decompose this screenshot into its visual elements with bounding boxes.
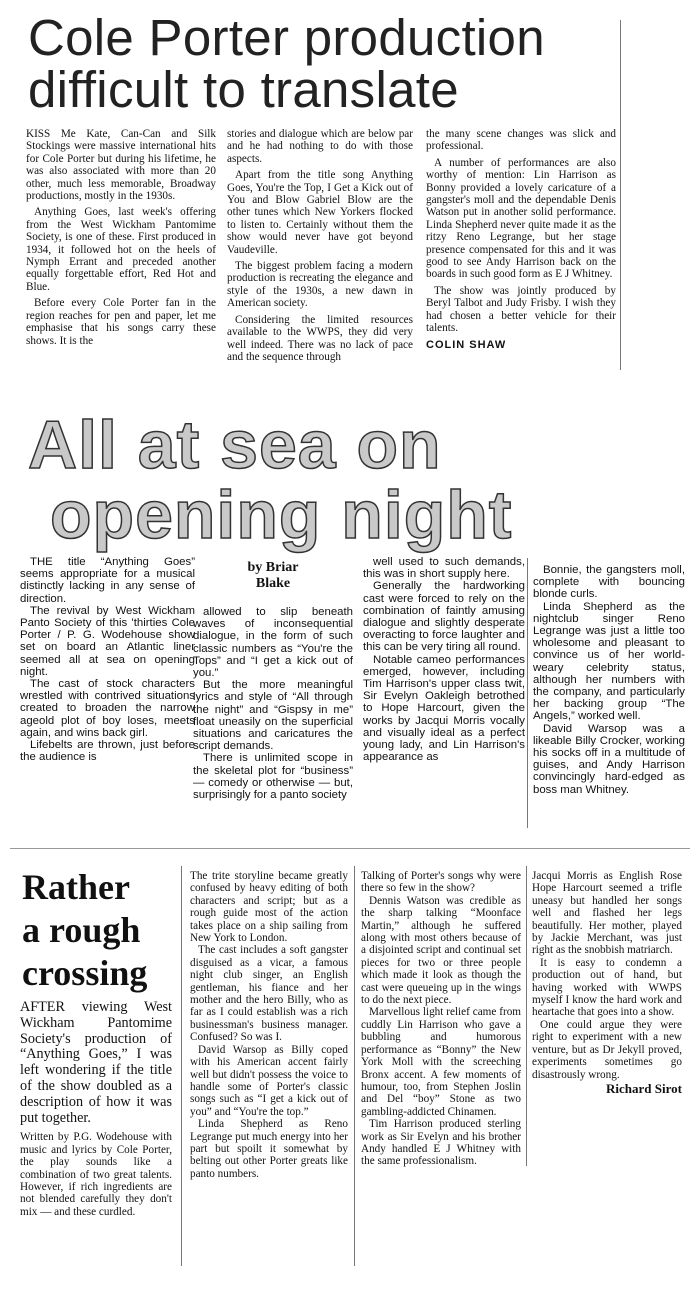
article3-byline: Richard Sirot [606, 1080, 682, 1096]
article1-byline: COLIN SHAW [426, 338, 507, 351]
article1-headline: Cole Porter production difficult to translate [28, 9, 545, 118]
article3-column-1: AFTER viewing West Wickham Pantomime Society's production of “Anything Goes,” I was left wondering if the title of the show doubled as a description of how it was put together. Written by P.G. Wodehouse with music and lyrics by Cole Porter, the play sounds like a combination of two great talents. However, if rich ingredients are not blended carefully they don't mix — and these curdled. [20, 999, 172, 1218]
article3-headline: Rather a rough crossing [22, 867, 148, 993]
article2-column-1: THE title “Anything Goes” seems appropriate for a musical distinctly lacking in any sense of direction. The revival by West Wickham Panto Society of this 'thirties Cole Porter / P. G. Wodehouse show set on board an Atlantic liner seemed all at sea on opening night. The cast of stock characters wrestled with contrived situations created to broaden the narrow ageold plot of boy loses, meets again, and wins back girl. Lifebelts are thrown, just before the audience is [20, 556, 195, 764]
section-divider [10, 848, 690, 849]
article2-headline: All at sea on opening night [28, 407, 513, 553]
article1-column-1: KISS Me Kate, Can-Can and Silk Stockings were massive international hits for Cole Porter but during his lifetime, he was also associated with more than 20 other, much less memorable, Broadway productions, mostly in the 1930s. Anything Goes, last week's offering from the West Wickham Pantomime Society, is one of these. First produced in 1934, it followed hot on the heels of Nymph Errant and preceded another equally forgettable effort, Red Hot and Blue. Before every Cole Porter fan in the region reaches for pen and paper, let me emphasise that his songs carry these shows. It is the [26, 128, 216, 347]
column-rule [526, 866, 527, 1166]
article3-lead: AFTER viewing West Wickham Pantomime Society's production of “Anything Goes,” I was left wondering if the title of the show doubled as a description of how it was put together. [20, 999, 172, 1126]
column-rule [181, 866, 182, 1266]
article3-column-3: Talking of Porter's songs why were there so few in the show? Dennis Watson was credible as the sharp talking “Moonface Martin,” although he suffered along with most others because of a disjointed script and continual set pieces for two or three people which made it look as though the cast were queueing up in the wings to do the next piece. Marvellous light relief came from cuddly Lin Harrison who gave a bubbling and humorous performance as “Bonny” the New York Moll with the screeching Bronx accent. A few moments of humour, too, from Stephen Joslin and Del “boy” Stone as two gambling-addicted Chinamen. Tim Harrison produced sterling work as Sir Evelyn and his brother Andy handled E J Whitney with the same professionalism. [361, 870, 521, 1168]
article2-byline: by Briar Blake [247, 560, 299, 591]
article2-column-4: Bonnie, the gangsters moll, complete with bouncing blonde curls. Linda Shepherd as the nightclub singer Reno Legrange was just a little too wholesome and pleasant to convince us of her world-weary celebrity status, although her numbers with the company, and particularly her backing group “The Angels,” worked well. David Warsop was a likeable Billy Crocker, working his socks off in a multitude of guises, and Andy Harrison convincingly hard-edged as boss man Whitney. [533, 564, 685, 796]
article1-column-2: stories and dialogue which are below par and he had nothing to do with those aspects. Apart from the title song Anything Goes, You're the Top, I Get a Kick out of You and Blow Gabriel Blow are the other tunes which New Yorkers flocked to listen to. Certainly without them the show would never have got beyond Vaudeville. The biggest problem facing a modern production is recreating the elegance and style of the 1930s, a new dawn in American society. Considering the limited resources available to the WWPS, they did very well indeed. There was no lack of pace and the sequence through [227, 128, 413, 363]
column-rule [527, 558, 528, 828]
article3-column-2: The trite storyline became greatly confused by heavy editing of both characters and script; but as a rough guide most of the action takes place on a ship sailing from New York to London. The cast includes a soft gangster disguised as a vicar, a famous night club singer, an English gentleman, his fiance and her mother and the hero Billy, who as far as I could establish was a rich businessman's business manager. Confused? So was I. David Warsop as Billy coped with his American accent fairly well but didn't possess the voice to handle some of Porter's classic songs such as “I get a kick out of you” and “You're the top.” Linda Shepherd as Reno Legrange put much energy into her part but spoilt it somewhat by belting out other Porter greats like panto numbers. [190, 870, 348, 1180]
article2-column-3: well used to such demands, this was in short supply here. Generally the hardworking cast were forced to rely on the combination of faintly amusing dialogue and slightly desperate overacting to force laughter and this can be very tiring all round. Notable cameo performances emerged, however, including Tim Harrison's upper class twit, Sir Evelyn Oakleigh betrothed to Hope Harcourt, given the works by Jacqui Morris vocally and visually ideal as a perfect young lady, and Lin Harrison's appearance as [363, 556, 525, 764]
column-rule [620, 20, 621, 370]
article2-column-2: by Briar Blake allowed to slip beneath waves of inconsequential dialogue, in the form of such classic numbers as “You're the Tops” and “I get a kick out of you.” But the more meaningful lyrics and style of “All through the night” and “Gispsy in me” float uneasily on the superficial situations and caricatures the script demands. There is unlimited scope in the skeletal plot for “business” — comedy or otherwise — but, surprisingly for a panto society [193, 560, 353, 802]
article1-column-3: the many scene changes was slick and professional. A number of performances are also worthy of mention: Lin Harrison as Bonny provided a lovely caricature of a gangster's moll and the dependable Denis Watson put in another solid performance. Linda Shepherd never quite made it as the ritzy Reno Legrange, but her stage presence compensated for this and it was good to see Andy Harrison back on the boards in such good form as E J Whitney. The show was jointly produced by Beryl Talbot and Judy Frisby. I wish they had chosen a better vehicle for their talents. COLIN SHAW [426, 128, 616, 351]
column-rule [354, 866, 355, 1266]
article3-column-4: Jacqui Morris as English Rose Hope Harcourt seemed a trifle uneasy but handled her songs well and flashed her legs beautifully. Her mother, played by Jackie Merchant, was just right as the snobbish matriarch. It is easy to condemn a production out of hand, but having worked with WWPS myself I know the hard work and heartache that goes into a show. One could argue they were right to experiment with a new venture, but as Dr Jekyll proved, experiments sometimes go disastrously wrong. Richard Sirot [532, 870, 682, 1096]
